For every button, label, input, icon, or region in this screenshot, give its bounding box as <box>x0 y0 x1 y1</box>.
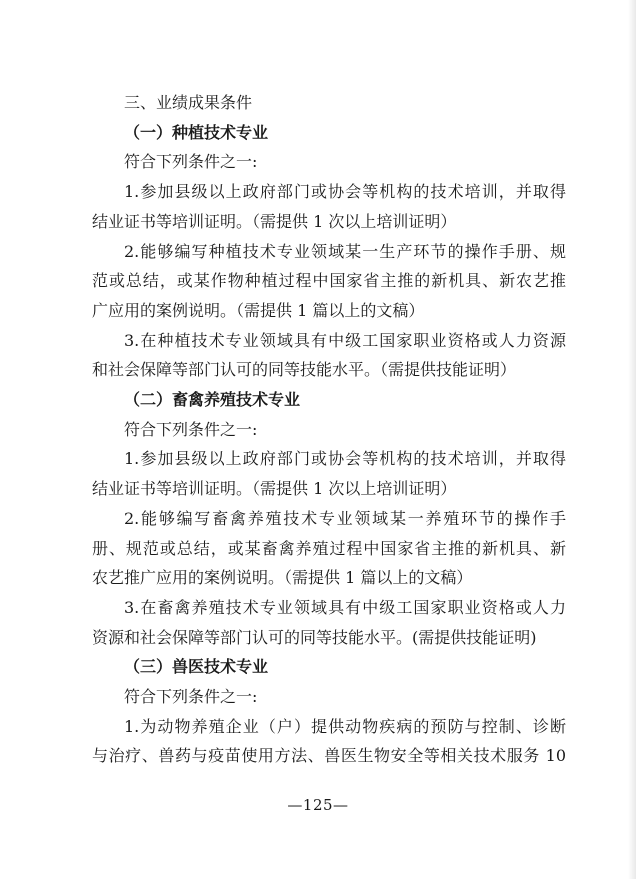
subsection-title-livestock: （二）畜禽养殖技术专业 <box>124 390 301 410</box>
paragraph-line: 3.在畜禽养殖技术专业领域具有中级工国家职业资格或人力 <box>124 597 566 617</box>
paragraph-line: 册、规范或总结，或某畜禽养殖过程中国家省主推的新机具、新 <box>92 538 566 558</box>
page-number: —125— <box>287 796 349 814</box>
paragraph-line: 资源和社会保障等部门认可的同等技能水平。(需提供技能证明) <box>92 627 537 647</box>
paragraph-line: 和社会保障等部门认可的同等技能水平。（需提供技能证明） <box>92 360 517 380</box>
paragraph-line: 农艺推广应用的案例说明。（需提供 1 篇以上的文稿） <box>92 568 473 588</box>
paragraph-line: 1.参加县级以上政府部门或协会等机构的技术培训，并取得 <box>124 182 566 202</box>
paragraph-line: 2.能够编写畜禽养殖技术专业领域某一养殖环节的操作手 <box>124 508 566 528</box>
paragraph-line: 3.在种植技术专业领域具有中级工国家职业资格或人力资源 <box>124 330 566 350</box>
conditions-intro: 符合下列条件之一: <box>124 687 258 707</box>
subsection-title-planting: （一）种植技术专业 <box>124 122 269 142</box>
section-title: 三、业绩成果条件 <box>124 93 253 112</box>
paragraph-line: 1.为动物养殖企业（户）提供动物疾病的预防与控制、诊断 <box>124 716 566 736</box>
paragraph-line: 范或总结，或某作物种植过程中国家省主推的新机具、新农艺推 <box>92 271 566 291</box>
paragraph-line: 与治疗、兽药与疫苗使用方法、兽医生物安全等相关技术服务 10 <box>92 746 566 766</box>
conditions-intro: 符合下列条件之一: <box>124 152 258 172</box>
paragraph-line: 1.参加县级以上政府部门或协会等机构的技术培训，并取得 <box>124 449 566 469</box>
paragraph-line: 结业证书等培训证明。（需提供 1 次以上培训证明） <box>92 479 457 499</box>
paragraph-line: 结业证书等培训证明。（需提供 1 次以上培训证明） <box>92 211 457 231</box>
subsection-title-veterinary: （三）兽医技术专业 <box>124 657 269 677</box>
conditions-intro: 符合下列条件之一: <box>124 419 258 439</box>
paragraph-line: 2.能够编写种植技术专业领域某一生产环节的操作手册、规 <box>124 241 566 261</box>
paragraph-line: 广应用的案例说明。（需提供 1 篇以上的文稿） <box>92 300 425 320</box>
